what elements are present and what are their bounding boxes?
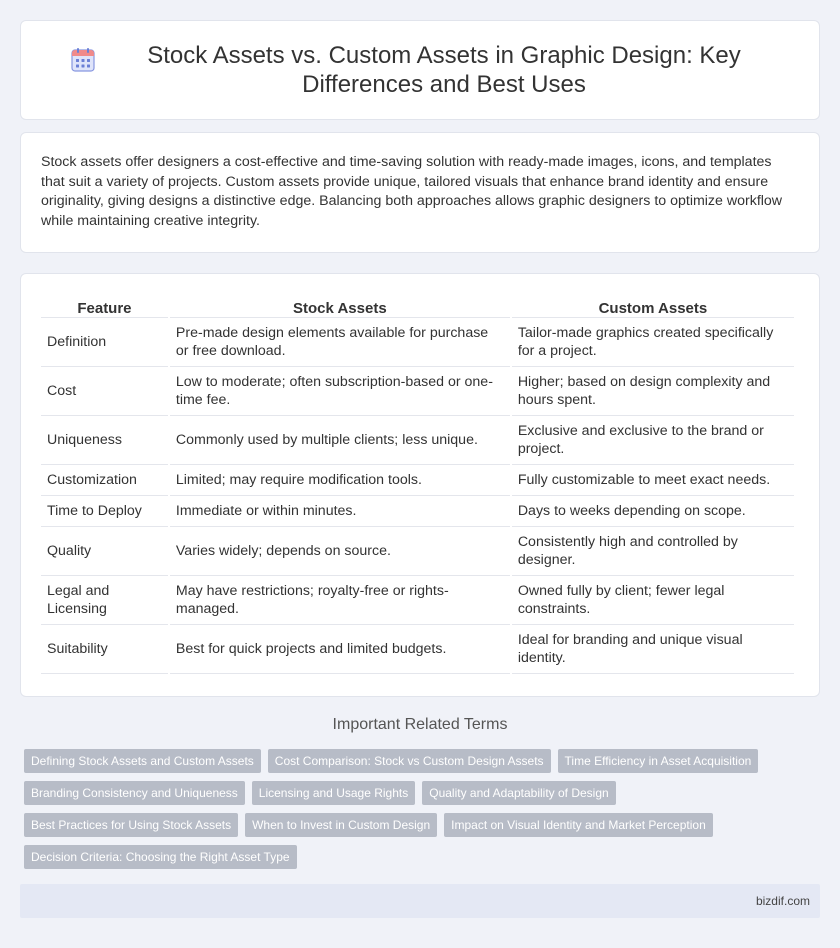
stock-cell: Best for quick projects and limited budgets.: [170, 625, 510, 674]
table-row: [41, 625, 794, 674]
page-title: Stock Assets vs. Custom Assets in Graphic Design: Key Differences and Best Uses: [147, 42, 741, 98]
table-row: [41, 416, 794, 465]
related-tag[interactable]: Branding Consistency and Uniqueness: [24, 781, 245, 805]
related-tag[interactable]: Quality and Adaptability of Design: [422, 781, 615, 805]
table-row: [41, 496, 794, 527]
table-row: [41, 367, 794, 416]
table-row: [41, 318, 794, 367]
custom-cell: Fully customizable to meet exact needs.: [512, 465, 794, 496]
table-row: [41, 465, 794, 496]
feature-cell: Suitability: [41, 625, 168, 674]
stock-cell: Low to moderate; often subscription-based or one-time fee.: [170, 367, 510, 416]
related-tag[interactable]: Decision Criteria: Choosing the Right Asset Type: [24, 845, 297, 869]
footer-site-link[interactable]: bizdif.com: [755, 894, 810, 908]
table-row: [41, 576, 794, 625]
intro-paragraph: Stock assets offer designers a cost-effective and time-saving solution with ready-made images, icons, and templates that suit a variety of projects. Custom assets provide unique, tailored visuals that enhance brand identity and ensure originality, giving designs a distinctive edge. Balancing both approaches allows graphic designers to optimize workflow while maintaining creative integrity.: [41, 154, 783, 229]
comparison-card: [20, 273, 820, 697]
custom-cell: Owned fully by client; fewer legal constraints.: [512, 576, 794, 625]
related-tag[interactable]: Licensing and Usage Rights: [252, 781, 415, 805]
custom-cell: Consistently high and controlled by designer.: [512, 527, 794, 576]
title-card: [20, 20, 820, 120]
feature-cell: Quality: [41, 527, 168, 576]
table-row: [41, 527, 794, 576]
custom-cell: Tailor-made graphics created specifically for a project.: [512, 318, 794, 367]
stock-cell: May have restrictions; royalty-free or rights-managed.: [170, 576, 510, 625]
header-feature: Feature: [41, 296, 168, 318]
header-stock-assets: Stock Assets: [170, 296, 510, 318]
stock-cell: Limited; may require modification tools.: [170, 465, 510, 496]
related-tag[interactable]: Cost Comparison: Stock vs Custom Design Assets: [268, 749, 551, 773]
custom-cell: Days to weeks depending on scope.: [512, 496, 794, 527]
intro-card: [20, 132, 820, 253]
stock-cell: Pre-made design elements available for purchase or free download.: [170, 318, 510, 367]
calendar-icon: [70, 47, 96, 73]
related-tag[interactable]: Defining Stock Assets and Custom Assets: [24, 749, 261, 773]
related-tag[interactable]: When to Invest in Custom Design: [245, 813, 437, 837]
related-terms-tags: [24, 749, 804, 877]
feature-cell: Uniqueness: [41, 416, 168, 465]
custom-cell: Exclusive and exclusive to the brand or project.: [512, 416, 794, 465]
title-wrap: [70, 41, 770, 99]
feature-cell: Time to Deploy: [41, 496, 168, 527]
header-custom-assets: Custom Assets: [512, 296, 794, 318]
table-header-row: [41, 296, 794, 318]
related-tag[interactable]: Impact on Visual Identity and Market Perception: [444, 813, 713, 837]
custom-cell: Ideal for branding and unique visual identity.: [512, 625, 794, 674]
footer: [20, 884, 820, 918]
comparison-table: [39, 296, 796, 674]
stock-cell: Varies widely; depends on source.: [170, 527, 510, 576]
feature-cell: Cost: [41, 367, 168, 416]
custom-cell: Higher; based on design complexity and hours spent.: [512, 367, 794, 416]
feature-cell: Legal and Licensing: [41, 576, 168, 625]
related-terms-title: Important Related Terms: [332, 716, 508, 733]
feature-cell: Customization: [41, 465, 168, 496]
related-tag[interactable]: Time Efficiency in Asset Acquisition: [558, 749, 759, 773]
related-tag[interactable]: Best Practices for Using Stock Assets: [24, 813, 238, 837]
stock-cell: Commonly used by multiple clients; less unique.: [170, 416, 510, 465]
feature-cell: Definition: [41, 318, 168, 367]
stock-cell: Immediate or within minutes.: [170, 496, 510, 527]
